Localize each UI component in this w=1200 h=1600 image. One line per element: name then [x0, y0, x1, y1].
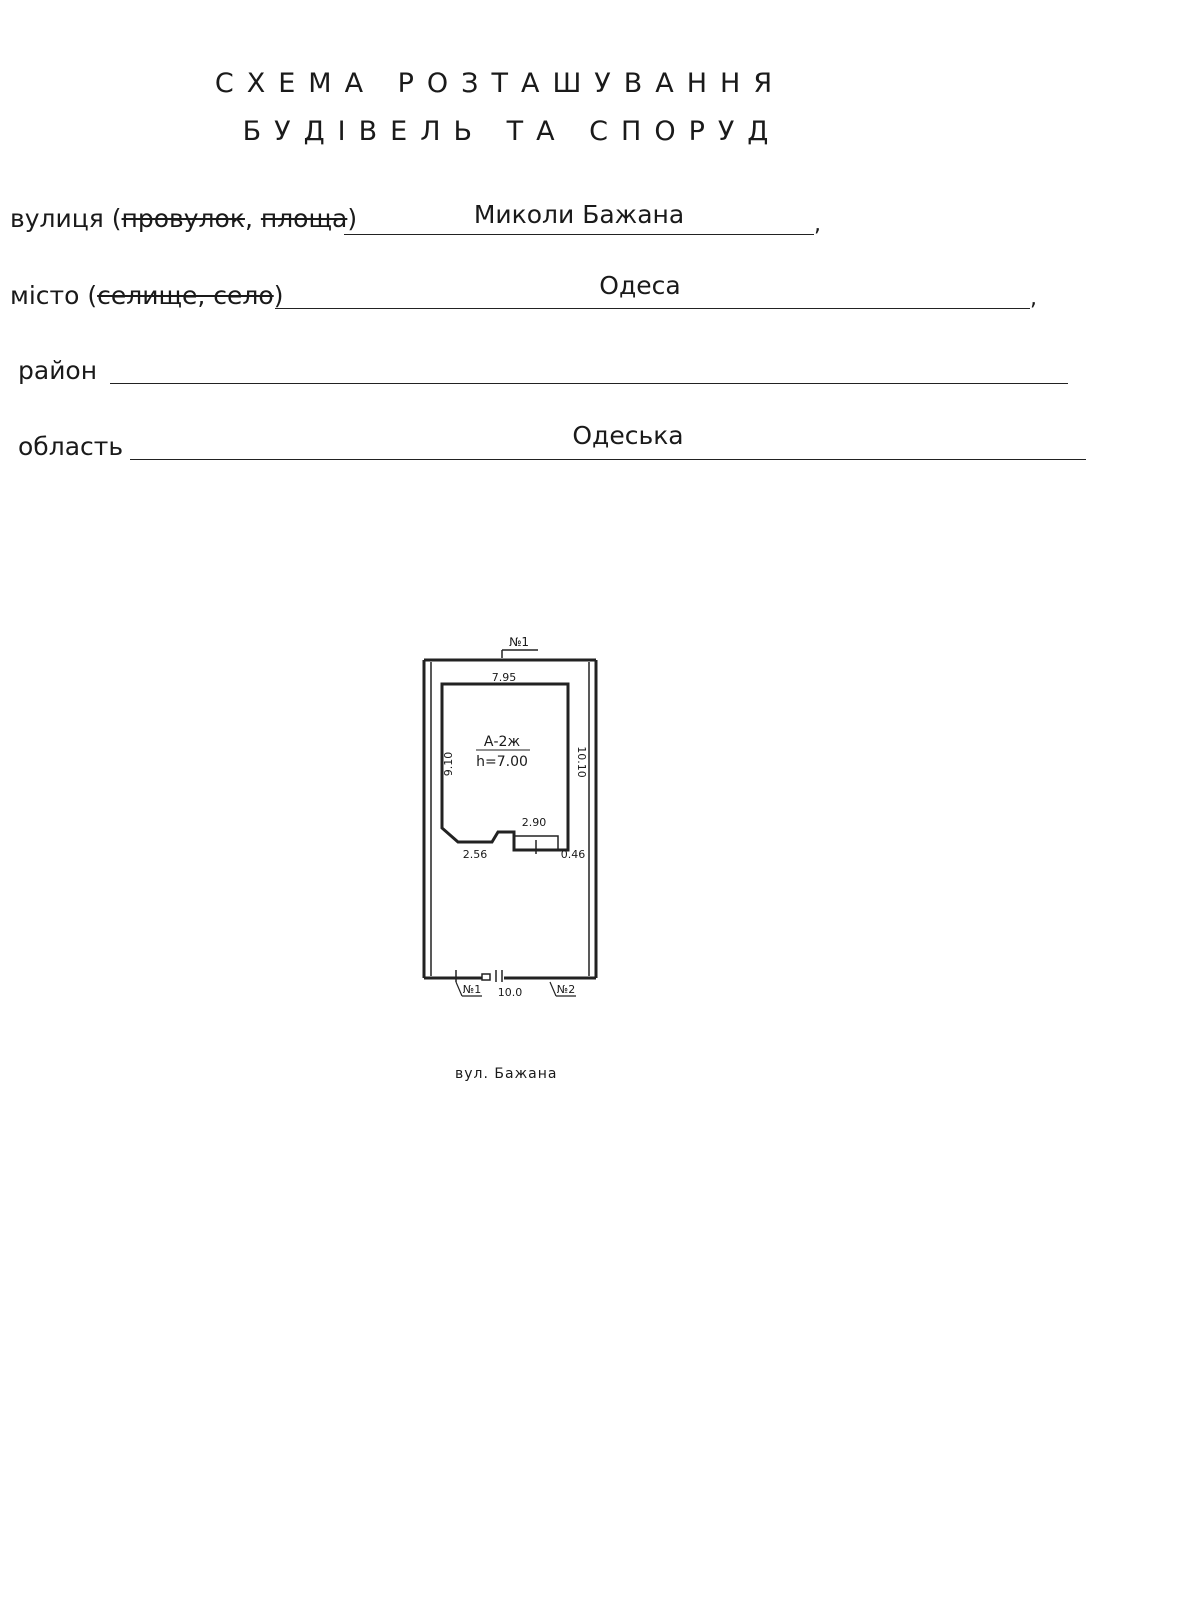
dim-top: 7.95: [491, 671, 517, 684]
city-label: [10, 281, 283, 310]
street-label-prefix: вулиця (: [10, 204, 122, 233]
street-label-sep: ,: [244, 204, 261, 233]
city-label-prefix: місто (: [10, 281, 98, 310]
city-value: Одеса: [599, 271, 681, 300]
district-underline: [110, 383, 1068, 384]
dim-inner: 2.90: [521, 816, 547, 829]
street-label-struck-square: площа: [260, 204, 348, 233]
street-label: [10, 204, 357, 233]
region-label: область: [18, 432, 124, 461]
region-value: Одеська: [572, 421, 684, 450]
street-caption: вул. Бажана: [455, 1066, 558, 1082]
city-comma: ,: [1030, 286, 1037, 311]
street-underline: [344, 234, 814, 235]
street-value: Миколи Бажана: [473, 200, 685, 229]
tag-bottom-left-leader: [456, 982, 462, 996]
tag-bottom-left: №1: [462, 983, 482, 996]
city-label-struck: селище, село: [97, 281, 274, 310]
street-label-suffix: ): [347, 204, 358, 233]
city-underline: [275, 308, 1030, 309]
gate: [456, 970, 502, 982]
street-label-struck-lane: провулок: [121, 204, 245, 233]
tag-top: №1: [508, 635, 530, 649]
document-title-line1: СХЕМА РОЗТАШУВАННЯ: [214, 68, 786, 99]
building-height: h=7.00: [476, 754, 528, 770]
document-title-line2: БУДІВЕЛЬ ТА СПОРУД: [242, 116, 782, 147]
building-label: А-2ж: [483, 734, 521, 750]
region-underline: [130, 459, 1086, 460]
plot-boundary: [424, 660, 596, 978]
district-label: район: [18, 356, 98, 385]
tag-bottom-right: №2: [556, 983, 576, 996]
dim-left: 9.10: [442, 751, 455, 777]
dim-right: 10.10: [575, 746, 588, 778]
city-label-suffix: ): [273, 281, 284, 310]
street-comma: ,: [814, 212, 821, 237]
dim-bottom-right: 0.46: [560, 848, 586, 861]
dim-bottom-left: 2.56: [462, 848, 488, 861]
site-plan-drawing: [420, 620, 620, 1020]
tag-bottom-right-leader: [550, 982, 556, 996]
dim-front: 10.0: [497, 986, 523, 999]
